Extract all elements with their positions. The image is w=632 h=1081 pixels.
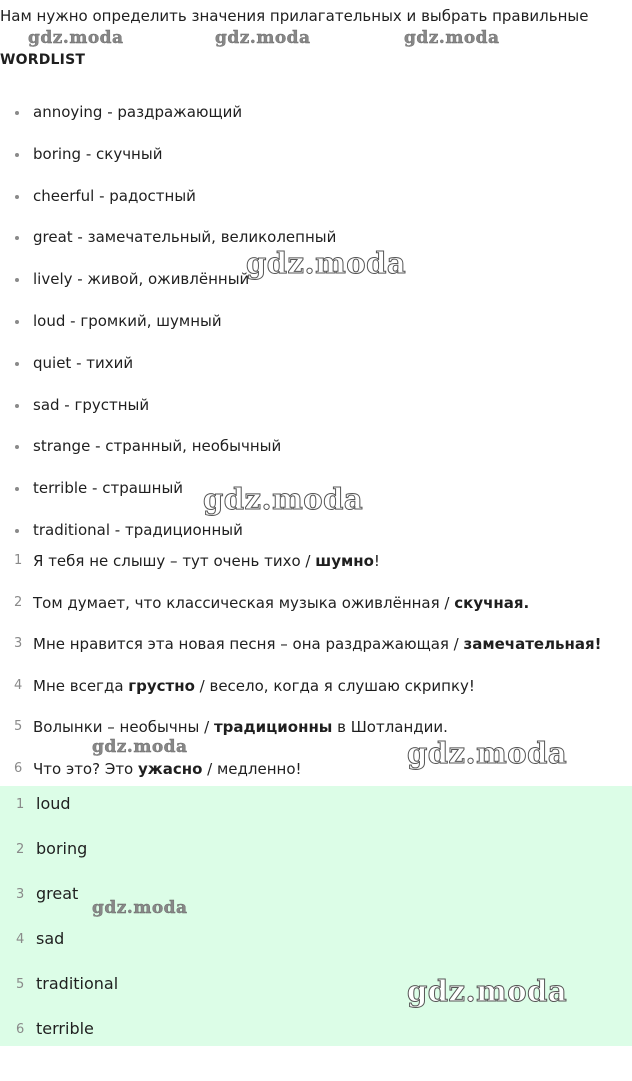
task-item: 6 Что это? Это ужасно / медленно! [14,759,302,778]
answer-item: 6 terrible [16,1019,94,1038]
wordlist-item: strange - странный, необычный [0,435,336,477]
answer-item: 2 boring [16,839,88,858]
bullet-icon [15,362,19,366]
wordlist-item: sad - грустный [0,394,336,436]
wordlist-item: boring - скучный [0,143,336,185]
bullet-icon [15,195,19,199]
task-item: 3 Мне нравится эта новая песня – она раздражающая / замечательная! [14,635,602,654]
task-item: 2 Том думает, что классическая музыка оживлённая / скучная. [14,593,530,612]
answer-item: 4 sad [16,929,65,948]
task-item: 4 Мне всегда грустно / весело, когда я слушаю скрипку! [14,676,475,695]
bullet-icon [15,404,19,408]
wordlist-item: lively - живой, оживлённый [0,268,336,310]
watermark: gdz.moda [203,482,364,516]
bullet-icon [15,111,19,115]
bullet-icon [15,236,19,240]
watermark: gdz.moda [28,28,124,48]
watermark: gdz.moda [404,28,500,48]
watermark: gdz.moda [215,28,311,48]
watermark: gdz.moda [407,974,568,1008]
wordlist-item: great - замечательный, великолепный [0,226,336,268]
answer-item: 1 loud [16,794,71,813]
bullet-icon [15,278,19,282]
answer-item: 5 traditional [16,974,119,993]
bullet-icon [15,320,19,324]
bullet-icon [15,487,19,491]
wordlist-item: loud - громкий, шумный [0,310,336,352]
bullet-icon [15,529,19,533]
watermark: gdz.moda [407,736,568,770]
intro-text: Нам нужно определить значения прилагательных и выбрать правильные [0,7,589,25]
watermark: gdz.moda [246,246,407,280]
wordlist [0,101,336,561]
wordlist-item: annoying - раздражающий [0,101,336,143]
wordlist-heading: WORDLIST [0,52,86,68]
watermark: gdz.moda [92,898,188,918]
answer-box [0,786,632,1046]
wordlist-item: traditional - традиционный [0,519,336,561]
task-list [0,550,602,800]
watermark: gdz.moda [92,737,188,757]
task-item: 5 Волынки – необычны / традиционны в Шотландии. [14,718,448,737]
bullet-icon [15,445,19,449]
bullet-icon [15,153,19,157]
answer-item: 3 great [16,884,79,903]
answer-list [0,793,118,1063]
wordlist-item: cheerful - радостный [0,185,336,227]
wordlist-item: terrible - страшный [0,477,336,519]
wordlist-item: quiet - тихий [0,352,336,394]
task-item: 1 Я тебя не слышу – тут очень тихо / шумно! [14,552,380,570]
